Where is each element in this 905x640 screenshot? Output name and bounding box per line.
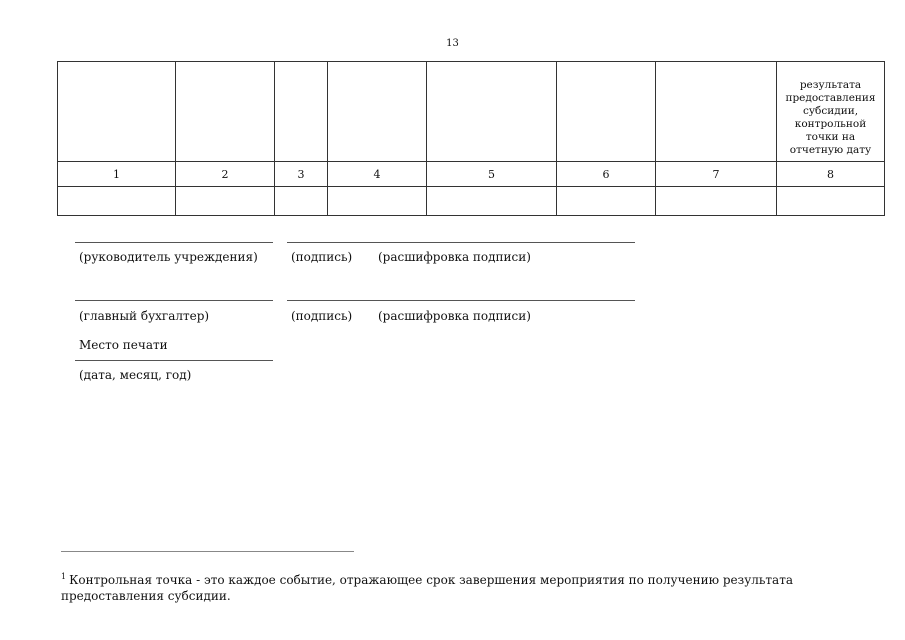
header-cell-7 [656,62,777,162]
head-role-line [75,242,273,243]
accountant-decoding-label: (расшифровка подписи) [378,309,531,323]
date-label: (дата, месяц, год) [79,368,192,382]
header-cell-1 [58,62,176,162]
footnote-marker: 1 [61,572,67,581]
accountant-signature-line [287,300,635,301]
column-number: 3 [275,162,328,187]
accountant-role-label: (главный бухгалтер) [79,309,210,323]
column-number: 4 [328,162,427,187]
table-cell [557,187,656,216]
header-cell-4 [328,62,427,162]
page-number: 13 [446,38,459,49]
table-cell [777,187,885,216]
head-role-label: (руководитель учреждения) [79,250,258,264]
column-number: 2 [176,162,275,187]
table-cell [656,187,777,216]
table-cell [275,187,328,216]
header-cell-3 [275,62,328,162]
header-cell-5 [427,62,557,162]
head-decoding-label: (расшифровка подписи) [378,250,531,264]
table-cell [58,187,176,216]
head-signature-line [287,242,635,243]
header-cell-8: результата предоставления субсидии, контрольной точки на отчетную дату [777,62,885,162]
table-data-row [58,187,885,216]
footnote-separator [61,551,354,552]
footnote [61,569,851,604]
date-line [75,360,273,361]
header-cell-2 [176,62,275,162]
table-header-row [58,62,885,162]
footnote-text: Контрольная точка - это каждое событие, отражающее срок завершения мероприятия по получению результата предоставления субсидии. [61,573,793,603]
column-number: 5 [427,162,557,187]
accountant-role-line [75,300,273,301]
column-number: 7 [656,162,777,187]
stamp-label: Место печати [79,338,168,352]
column-number: 1 [58,162,176,187]
column-number-row [58,162,885,187]
table-cell [427,187,557,216]
table-cell [176,187,275,216]
table-cell [328,187,427,216]
column-number: 8 [777,162,885,187]
report-table [57,61,885,216]
accountant-signature-label: (подпись) [291,309,353,323]
header-cell-6 [557,62,656,162]
head-signature-label: (подпись) [291,250,353,264]
column-number: 6 [557,162,656,187]
